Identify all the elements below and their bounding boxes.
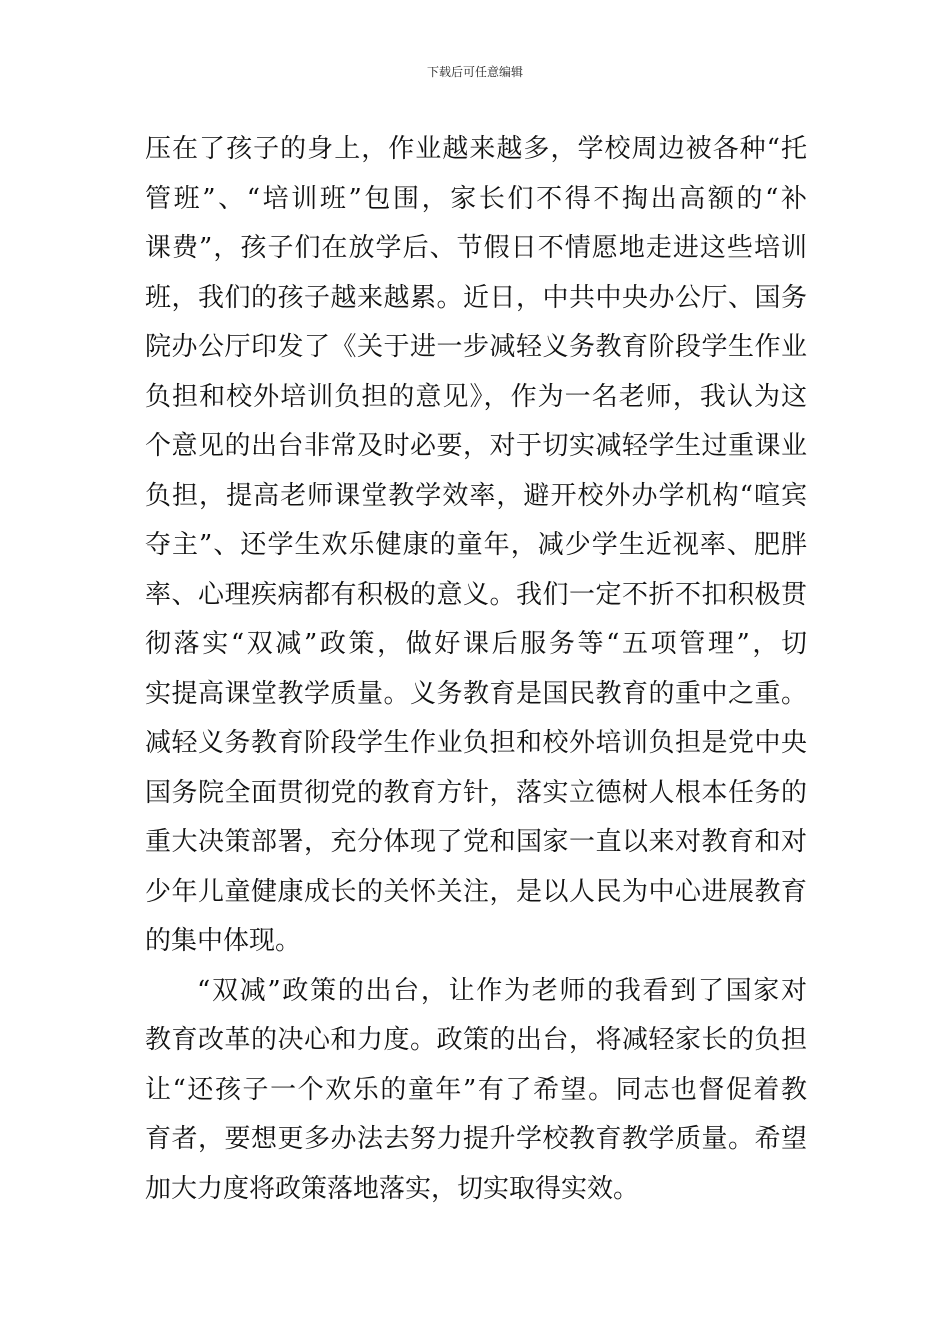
text-line: 压在了孩子的身上，作业越来越多，学校周边被各种“托 xyxy=(145,134,807,164)
text-line: 院办公厅印发了《关于进一步减轻义务教育阶段学生作业 xyxy=(145,332,807,362)
text-line: 少年儿童健康成长的关怀关注，是以人民为中心进展教育 xyxy=(145,876,807,907)
text-line: 实提高课堂教学质量。义务教育是国民教育的重中之重。 xyxy=(145,678,807,709)
text-line: 教育改革的决心和力度。政策的出台，将减轻家长的负担 xyxy=(145,1025,807,1055)
text-line: 班，我们的孩子越来越累。近日，中共中央办公厅、国务 xyxy=(145,282,807,313)
text-line: 负担和校外培训负担的意见》，作为一名老师，我认为这 xyxy=(145,381,807,412)
text-line: 率、心理疾病都有积极的意义。我们一定不折不扣积极贯 xyxy=(145,579,807,610)
text-line: 加大力度将政策落地落实，切实取得实效。 xyxy=(145,1173,640,1204)
text-line: 负担，提高老师课堂教学效率，避开校外办学机构“喧宾 xyxy=(145,480,807,511)
text-line: 夺主”、还学生欢乐健康的童年，减少学生近视率、肥胖 xyxy=(145,530,807,560)
text-line: 减轻义务教育阶段学生作业负担和校外培训负担是党中央 xyxy=(145,728,807,758)
text-line: 的集中体现。 xyxy=(145,926,302,956)
paragraph-2 xyxy=(145,967,807,1215)
text-line: 育者，要想更多办法去努力提升学校教育教学质量。希望 xyxy=(145,1124,807,1154)
text-line: 重大决策部署，充分体现了党和国家一直以来对教育和对 xyxy=(145,827,807,857)
page-header-note: 下载后可任意编辑 xyxy=(426,65,523,79)
paragraph-1 xyxy=(145,125,807,967)
text-line: 国务院全面贯彻党的教育方针，落实立德树人根本任务的 xyxy=(145,777,807,808)
document-body xyxy=(145,125,807,1214)
text-line: 让“还孩子一个欢乐的童年”有了希望。同志也督促着教 xyxy=(145,1074,807,1105)
text-line: 管班”、“培训班”包围，家长们不得不掏出高额的“补 xyxy=(145,183,807,214)
text-line: 个意见的出台非常及时必要，对于切实减轻学生过重课业 xyxy=(145,431,807,461)
text-line: 课费”，孩子们在放学后、节假日不情愿地走进这些培训 xyxy=(145,233,807,263)
text-line: “双减”政策的出台，让作为老师的我看到了国家对 xyxy=(197,975,807,1006)
text-line: 彻落实“双减”政策，做好课后服务等“五项管理”，切 xyxy=(145,629,807,659)
